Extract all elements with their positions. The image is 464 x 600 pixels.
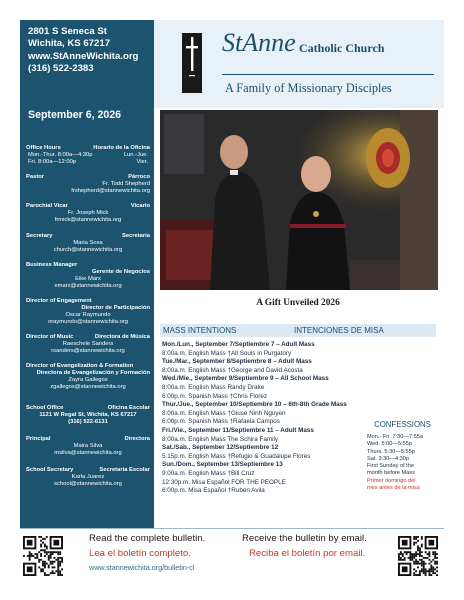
staff-email[interactable]: frmick@stannewichita.org [54, 217, 122, 224]
address-line-2: Wichita, KS 67217 [28, 38, 111, 50]
staff-role-es: Directora de Música [94, 334, 150, 341]
staff-role: Secretary [26, 232, 53, 239]
mass-intentions-title: MASS INTENTIONS [163, 326, 237, 335]
mass-intentions-header [160, 324, 436, 337]
staff-engagement [26, 298, 150, 326]
staff-name: Zayra Gallegos [68, 377, 108, 384]
staff-name: Eike Marx [75, 275, 101, 282]
mass-day: Wed./Mie., September 9/Septiembre 9 – All School Mass [162, 375, 329, 383]
confession-time: Thurs. 5:30—5:55p [367, 448, 415, 455]
staff-name: Fr. Todd Shepherd [102, 181, 150, 188]
parish-contact [28, 26, 138, 75]
confessions-list [367, 434, 438, 492]
mass-entry: 12:30p.m. Misa Español FOR THE PEOPLE [162, 478, 286, 486]
staff-role-es: Gerente de Negocios [92, 268, 150, 275]
mass-day: Tue./Mar., September 8/Septiembre 8 – Adult Mass [162, 358, 312, 366]
mass-entry: 8:00a.m. English Mass †All Souls in Purgatory [162, 349, 292, 357]
phone-number: (316) 522-2383 [28, 62, 94, 74]
school-secretary [26, 467, 150, 488]
staff-name: Raeschele Sanders [62, 341, 114, 348]
staff-email[interactable]: rsanders@stannewichita.org [51, 348, 125, 355]
event-photo [160, 110, 438, 290]
staff-role-es: Directora de Evangelización y Formación [36, 370, 150, 377]
bulletin-qr-code[interactable] [23, 536, 63, 576]
staff-role: Director of Engagement [26, 297, 92, 304]
bulletin-url-link[interactable]: www.stannewichita.org/bulletin-cl [89, 563, 195, 572]
cross-icon [182, 33, 202, 93]
staff-role-es: Párroco [128, 174, 150, 181]
mass-entry: 5:15p.m. English Mass †Refugio & Guadalupe Flores [162, 452, 311, 460]
bulletin-date: September 6, 2026 [28, 109, 122, 121]
staff-name: Maria Sosa [73, 239, 103, 246]
header-divider [222, 74, 434, 75]
staff-name: Oscar Raymundo [65, 311, 111, 318]
staff-secretary [26, 233, 150, 254]
staff-email[interactable]: frshepherd@stannewichita.org [71, 188, 150, 195]
mass-entry: 8:00a.m. English Mass †Giuse Ninh Nguyen [162, 409, 286, 417]
confession-note-es: mes antes de la misa [367, 485, 420, 492]
office-hours-label-es: Horario de la Oficina [93, 145, 150, 151]
school-secretary-email[interactable]: school@stannewichita.org [54, 481, 122, 488]
confession-time: Wed. 5:00—5:55p [367, 441, 412, 448]
office-hours [26, 145, 150, 166]
mass-intentions-list [162, 341, 372, 496]
mass-entry: 8:00a.m. English Mass Randy Drake [162, 383, 265, 391]
hours-line-2: Fri. 8:00a—12:00p [28, 159, 77, 165]
confession-time: Sat. 3:30—4:30p [367, 455, 409, 462]
mass-day: Fri./Vie., September 11/Septiembre 11 – Adult Mass [162, 426, 314, 434]
read-bulletin-text: Read the complete bulletin. [89, 533, 206, 544]
staff-role-es: Secretaria [121, 232, 150, 239]
email-bulletin-text: Receive the bulletin by email. [242, 533, 367, 544]
address-line-1: 2801 S Seneca St [28, 26, 107, 37]
mass-intentions-title-es: INTENCIONES DE MISA [294, 326, 384, 335]
staff-pastor [26, 174, 150, 195]
school-secretary-label-es: Secretaria Escolar [99, 467, 150, 474]
tagline: A Family of Missionary Disciples [225, 81, 392, 95]
school-office-label-es: Oficina Escolar [107, 405, 150, 412]
staff-role: Parochial Vicar [26, 203, 68, 210]
staff-role: Director of Evangelization & Formation [26, 363, 134, 370]
mass-day: Sun./Dom., September 13/Septiembre 13 [162, 461, 283, 469]
confession-note-es: Primer domingo del [367, 477, 416, 484]
principal-label: Principal [26, 436, 51, 443]
confession-time: Mon.- Fri. 7:30—7:55a [367, 434, 423, 440]
staff-role-es: Director de Participación [81, 304, 150, 311]
confessions-title: CONFESSIONS [367, 418, 438, 432]
staff-evangelization [26, 363, 150, 391]
mass-day: Mon./Lun., September 7/Septiembre 7 – Adult Mass [162, 341, 315, 348]
principal-name: Maira Silva [73, 443, 103, 450]
mass-entry: 6:00p.m. Spanish Mass †Chris Florez [162, 392, 267, 400]
staff-role-es: Vicario [130, 203, 150, 210]
school-phone: (316) 522-6131 [68, 419, 108, 426]
logo-st-anne: StAnne [222, 28, 296, 57]
principal-label-es: Directora [124, 436, 150, 443]
hours-line-1: Mon.-Thur. 8:00a—4:30p [28, 152, 93, 158]
staff-role: Director of Music [26, 334, 74, 341]
logo-catholic-church: Catholic Church [299, 41, 385, 55]
staff-name: Fr. Joseph Mick [67, 210, 109, 217]
email-qr-code[interactable] [398, 536, 438, 576]
hours-line-2-es: Vier. [136, 159, 148, 165]
mass-entry: 8:00a.m. English Mass The Schira Family [162, 435, 279, 443]
staff-directory [26, 145, 150, 497]
school-principal [26, 436, 150, 457]
mass-entry: 9:00a.m. English Mass †Bill Cruz [162, 469, 255, 477]
office-hours-label: Office Hours [26, 145, 61, 151]
staff-email[interactable]: church@stannewichita.org [53, 246, 123, 253]
mass-entry: 6:00p.m. Misa Español †Ruben Avila [162, 487, 265, 495]
staff-role: Business Manager [26, 261, 78, 268]
staff-role: Pastor [26, 174, 45, 181]
mass-entry: 6:00p.m. Spanish Mass †Rafaela Campos [162, 418, 280, 426]
website-link[interactable]: www.StAnneWichita.org [28, 50, 139, 62]
school-secretary-label: School Secretary [26, 467, 74, 474]
sidebar [20, 20, 154, 528]
staff-email[interactable]: oraymundo@stannewichita.org [48, 318, 128, 325]
footer-divider [20, 528, 444, 529]
school-office-label: School Office [26, 405, 64, 412]
confession-note: month before Mass [367, 470, 415, 477]
photo-caption: A Gift Unveiled 2026 [256, 298, 340, 308]
principal-email[interactable]: msilva@stannewichita.org [54, 450, 122, 457]
school-secretary-name: Karla Juarez [71, 474, 105, 481]
mass-day: Thur./Jue., September 10/Septiembre 10 – 6th-8th Grade Mass [162, 401, 347, 409]
school-office [26, 405, 150, 426]
staff-email[interactable]: emarx@stannewichita.org [54, 282, 122, 289]
email-bulletin-text-es: Reciba el boletín por email. [249, 548, 366, 559]
hours-line-1-es: Lun.-Jue. [123, 152, 148, 158]
school-address: 1121 W Regal St, Wichita, KS 67217 [39, 412, 137, 419]
mass-entry: 8:00a.m. English Mass †George and David Acosta [162, 366, 303, 374]
mass-day: Sat./Sab., September 12/Septiembre 12 [162, 444, 279, 452]
read-bulletin-text-es: Lea el boletín completo. [89, 548, 191, 559]
staff-business-manager [26, 262, 150, 290]
staff-music [26, 334, 150, 355]
staff-email[interactable]: zgallegos@stannewichita.org [50, 384, 126, 391]
confession-note: First Sunday of the [367, 463, 414, 470]
staff-vicar [26, 203, 150, 224]
